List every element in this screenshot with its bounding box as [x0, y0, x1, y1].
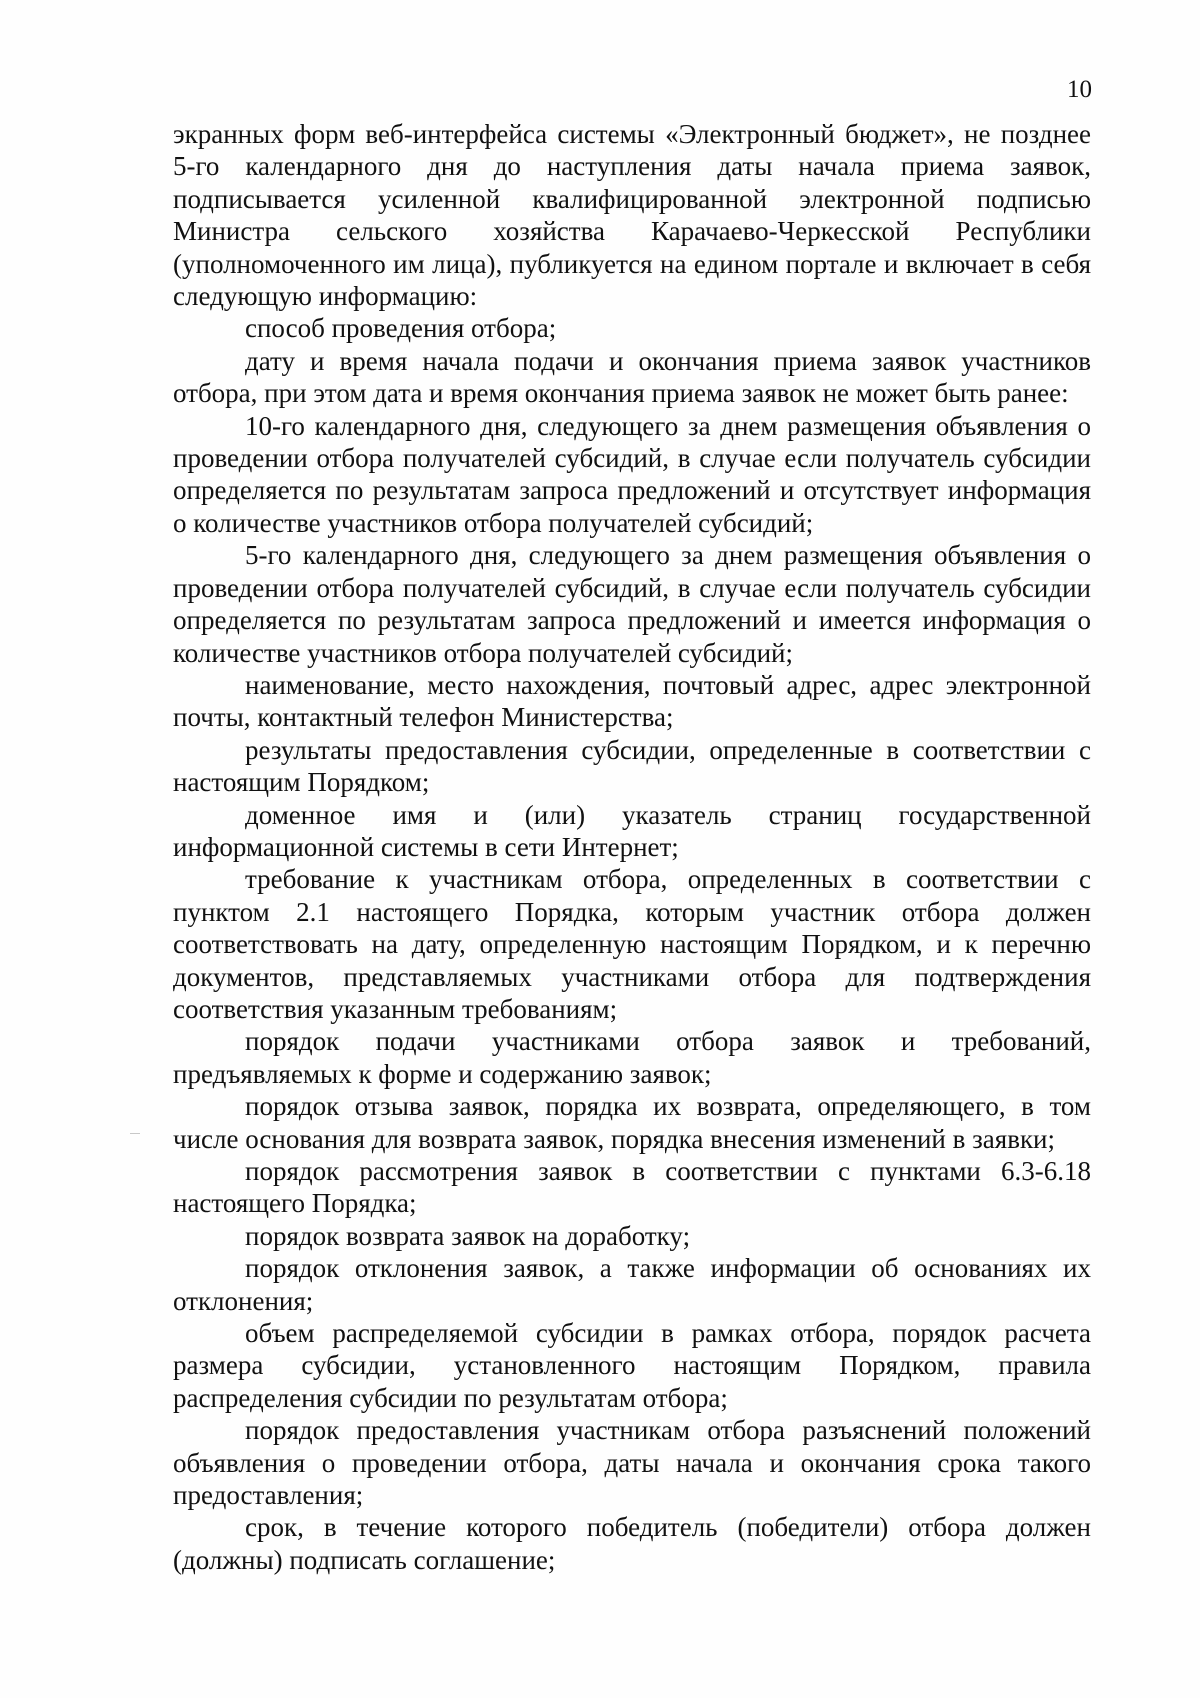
paragraph: способ проведения отбора;: [245, 313, 557, 344]
page-number: 10: [1067, 76, 1092, 103]
scan-mark: [130, 1133, 140, 1134]
paragraph: порядок отзыва заявок, порядка их возврата, определяющего, в том числе основания для возврата заявок, порядка внесения изменений в заявки;: [173, 1091, 1091, 1154]
paragraph: порядок возврата заявок на доработку;: [245, 1220, 691, 1251]
paragraph: 10-го календарного дня, следующего за днем размещения объявления о проведении отбора получателей субсидий, в случае если получатель субсидии определяется по результатам запроса предложений и отсутствует информация о количестве участников отбора получателей субсидий;: [173, 410, 1091, 538]
paragraph: порядок предоставления участникам отбора разъяснений положений объявления о проведении отбора, даты начала и окончания срока такого предоставления;: [173, 1415, 1091, 1511]
paragraph: экранных форм веб-интерфейса системы «Электронный бюджет», не позднее 5-го календарного дня до наступления даты начала приема заявок, подписывается усиленной квалифицированной электронной подписью Министра сельского хозяйства Карачаево-Черкесской Республики (уполномоченного им лица), публикуется на едином портале и включает в себя следующую информацию:: [173, 119, 1091, 312]
paragraph: результаты предоставления субсидии, определенные в соответствии с настоящим Порядком;: [173, 734, 1091, 798]
paragraph: срок, в течение которого победитель (победители) отбора должен (должны) подписать соглашение;: [173, 1512, 1091, 1575]
paragraph: дату и время начала подачи и окончания приема заявок участников отбора, при этом дата и время окончания приема заявок не может быть ранее:: [173, 345, 1091, 409]
paragraph: доменное имя и (или) указатель страниц государственной информационной системы в сети Интернет;: [173, 799, 1091, 862]
body-text: [173, 118, 1091, 1576]
paragraph: порядок рассмотрения заявок в соответствии с пунктами 6.3-6.18 настоящего Порядка;: [173, 1156, 1091, 1219]
paragraph: требование к участникам отбора, определенных в соответствии с пунктом 2.1 настоящего Порядка, которым участник отбора должен соответствовать на дату, определенную настоящим Порядком, и к перечню документов, представляемых участниками отбора для подтверждения соответствия указанным требованиям;: [173, 864, 1091, 1024]
paragraph: наименование, место нахождения, почтовый адрес, адрес электронной почты, контактный телефон Министерства;: [173, 669, 1091, 733]
paragraph: порядок отклонения заявок, а также информации об основаниях их отклонения;: [173, 1253, 1091, 1316]
paragraph: объем распределяемой субсидии в рамках отбора, порядок расчета размера субсидии, установленного настоящим Порядком, правила распределения субсидии по результатам отбора;: [173, 1318, 1091, 1413]
paragraph: 5-го календарного дня, следующего за днем размещения объявления о проведении отбора получателей субсидий, в случае если получатель субсидии определяется по результатам запроса предложений и имеется информация о количестве участников отбора получателей субсидий;: [173, 540, 1091, 668]
paragraph: порядок подачи участниками отбора заявок и требований, предъявляемых к форме и содержанию заявок;: [173, 1026, 1091, 1089]
